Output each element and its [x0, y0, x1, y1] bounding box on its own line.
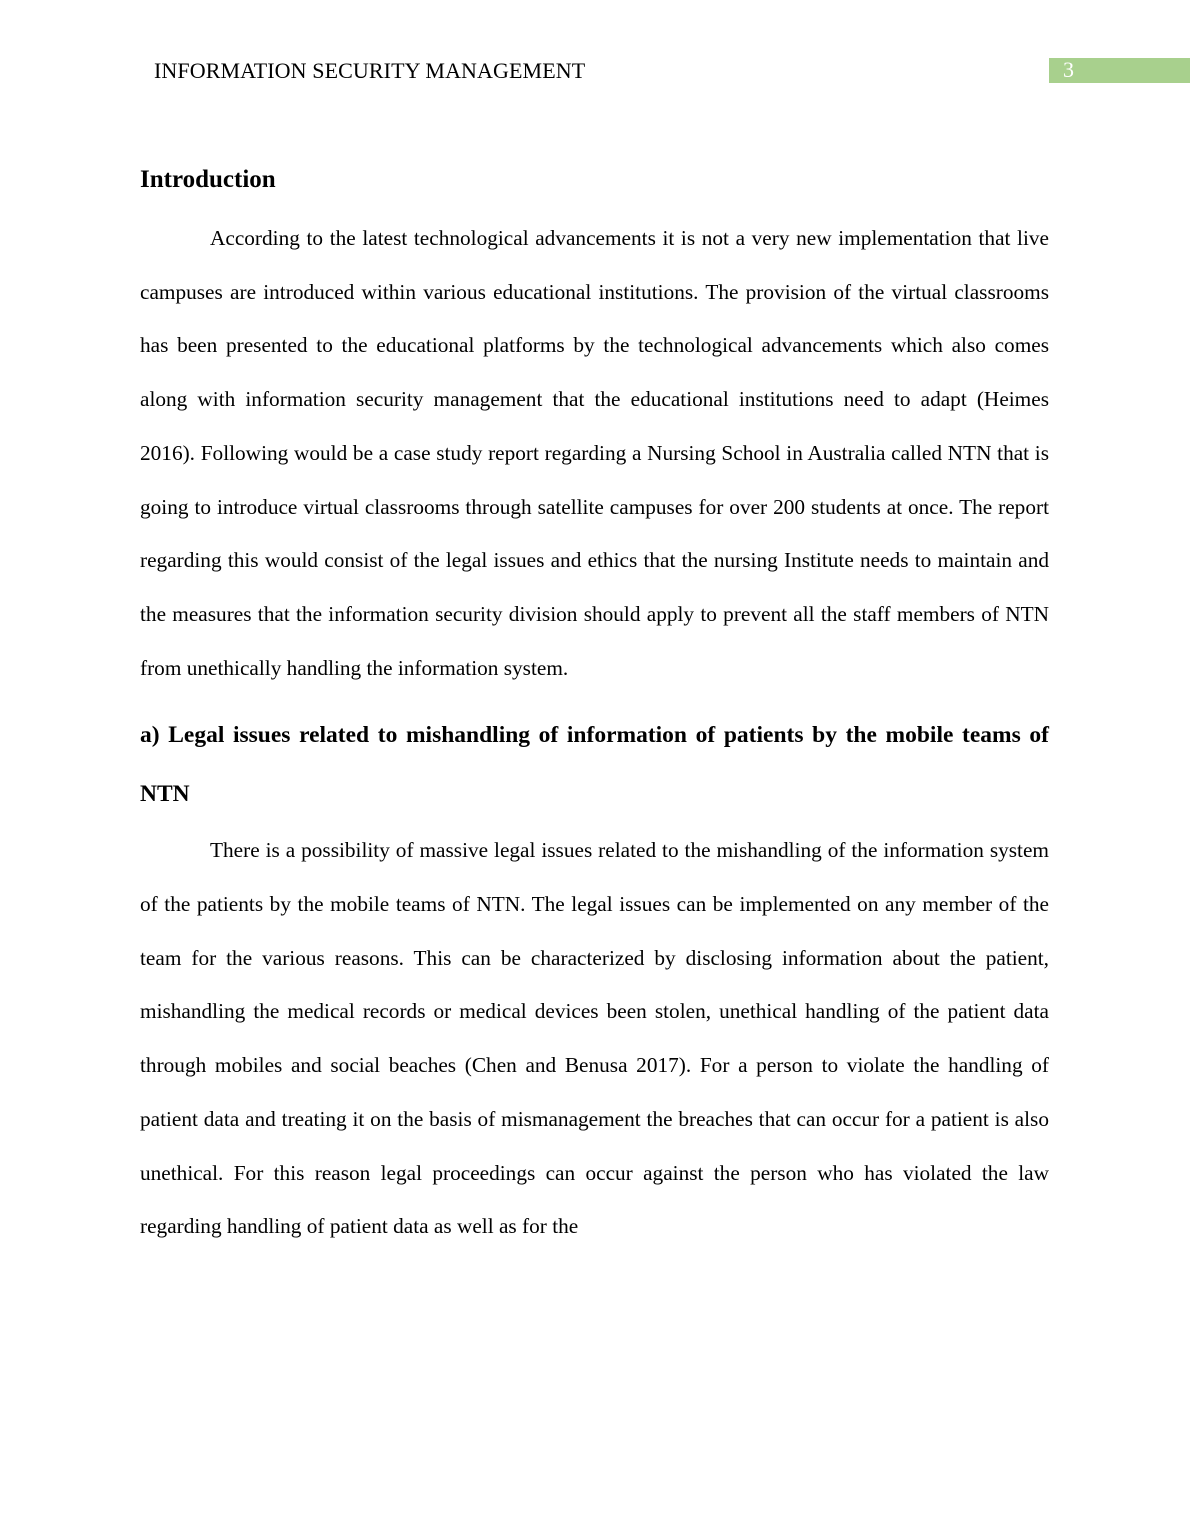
legal-issues-heading: a) Legal issues related to mishandling of information of patients by the mobile teams of NTN: [140, 722, 1049, 808]
introduction-paragraph: According to the latest technological advancements it is not a very new implementation that live campuses are introduced within various educational institutions. The provision of the virtual classrooms has been presented to the educational platforms by the technological advancements which also comes along with information security management that the educational institutions need to adapt (Heimes 2016). Following would be a case study report regarding a Nursing School in Australia called NTN that is going to introduce virtual classrooms through satellite campuses for over 200 students at once. The report regarding this would consist of the legal issues and ethics that the nursing Institute needs to maintain and the measures that the information security division should apply to prevent all the staff members of NTN from unethically handling the information system.: [140, 226, 1049, 680]
introduction-heading: Introduction: [140, 166, 276, 193]
page-number: 3: [1063, 57, 1074, 82]
running-head: INFORMATION SECURITY MANAGEMENT: [154, 58, 586, 83]
page-number-bar: [1049, 58, 1190, 83]
document-body: [140, 160, 1049, 1254]
legal-issues-paragraph: There is a possibility of massive legal issues related to the mishandling of the information system of the patients by the mobile teams of NTN. The legal issues can be implemented on any member of the team for the various reasons. This can be characterized by disclosing information about the patient, mishandling the medical records or medical devices been stolen, unethical handling of the patient data through mobiles and social beaches (Chen and Benusa 2017). For a person to violate the handling of patient data and treating it on the basis of mismanagement the breaches that can occur for a patient is also unethical. For this reason legal proceedings can occur against the person who has violated the law regarding handling of patient data as well as for the: [140, 838, 1049, 1239]
